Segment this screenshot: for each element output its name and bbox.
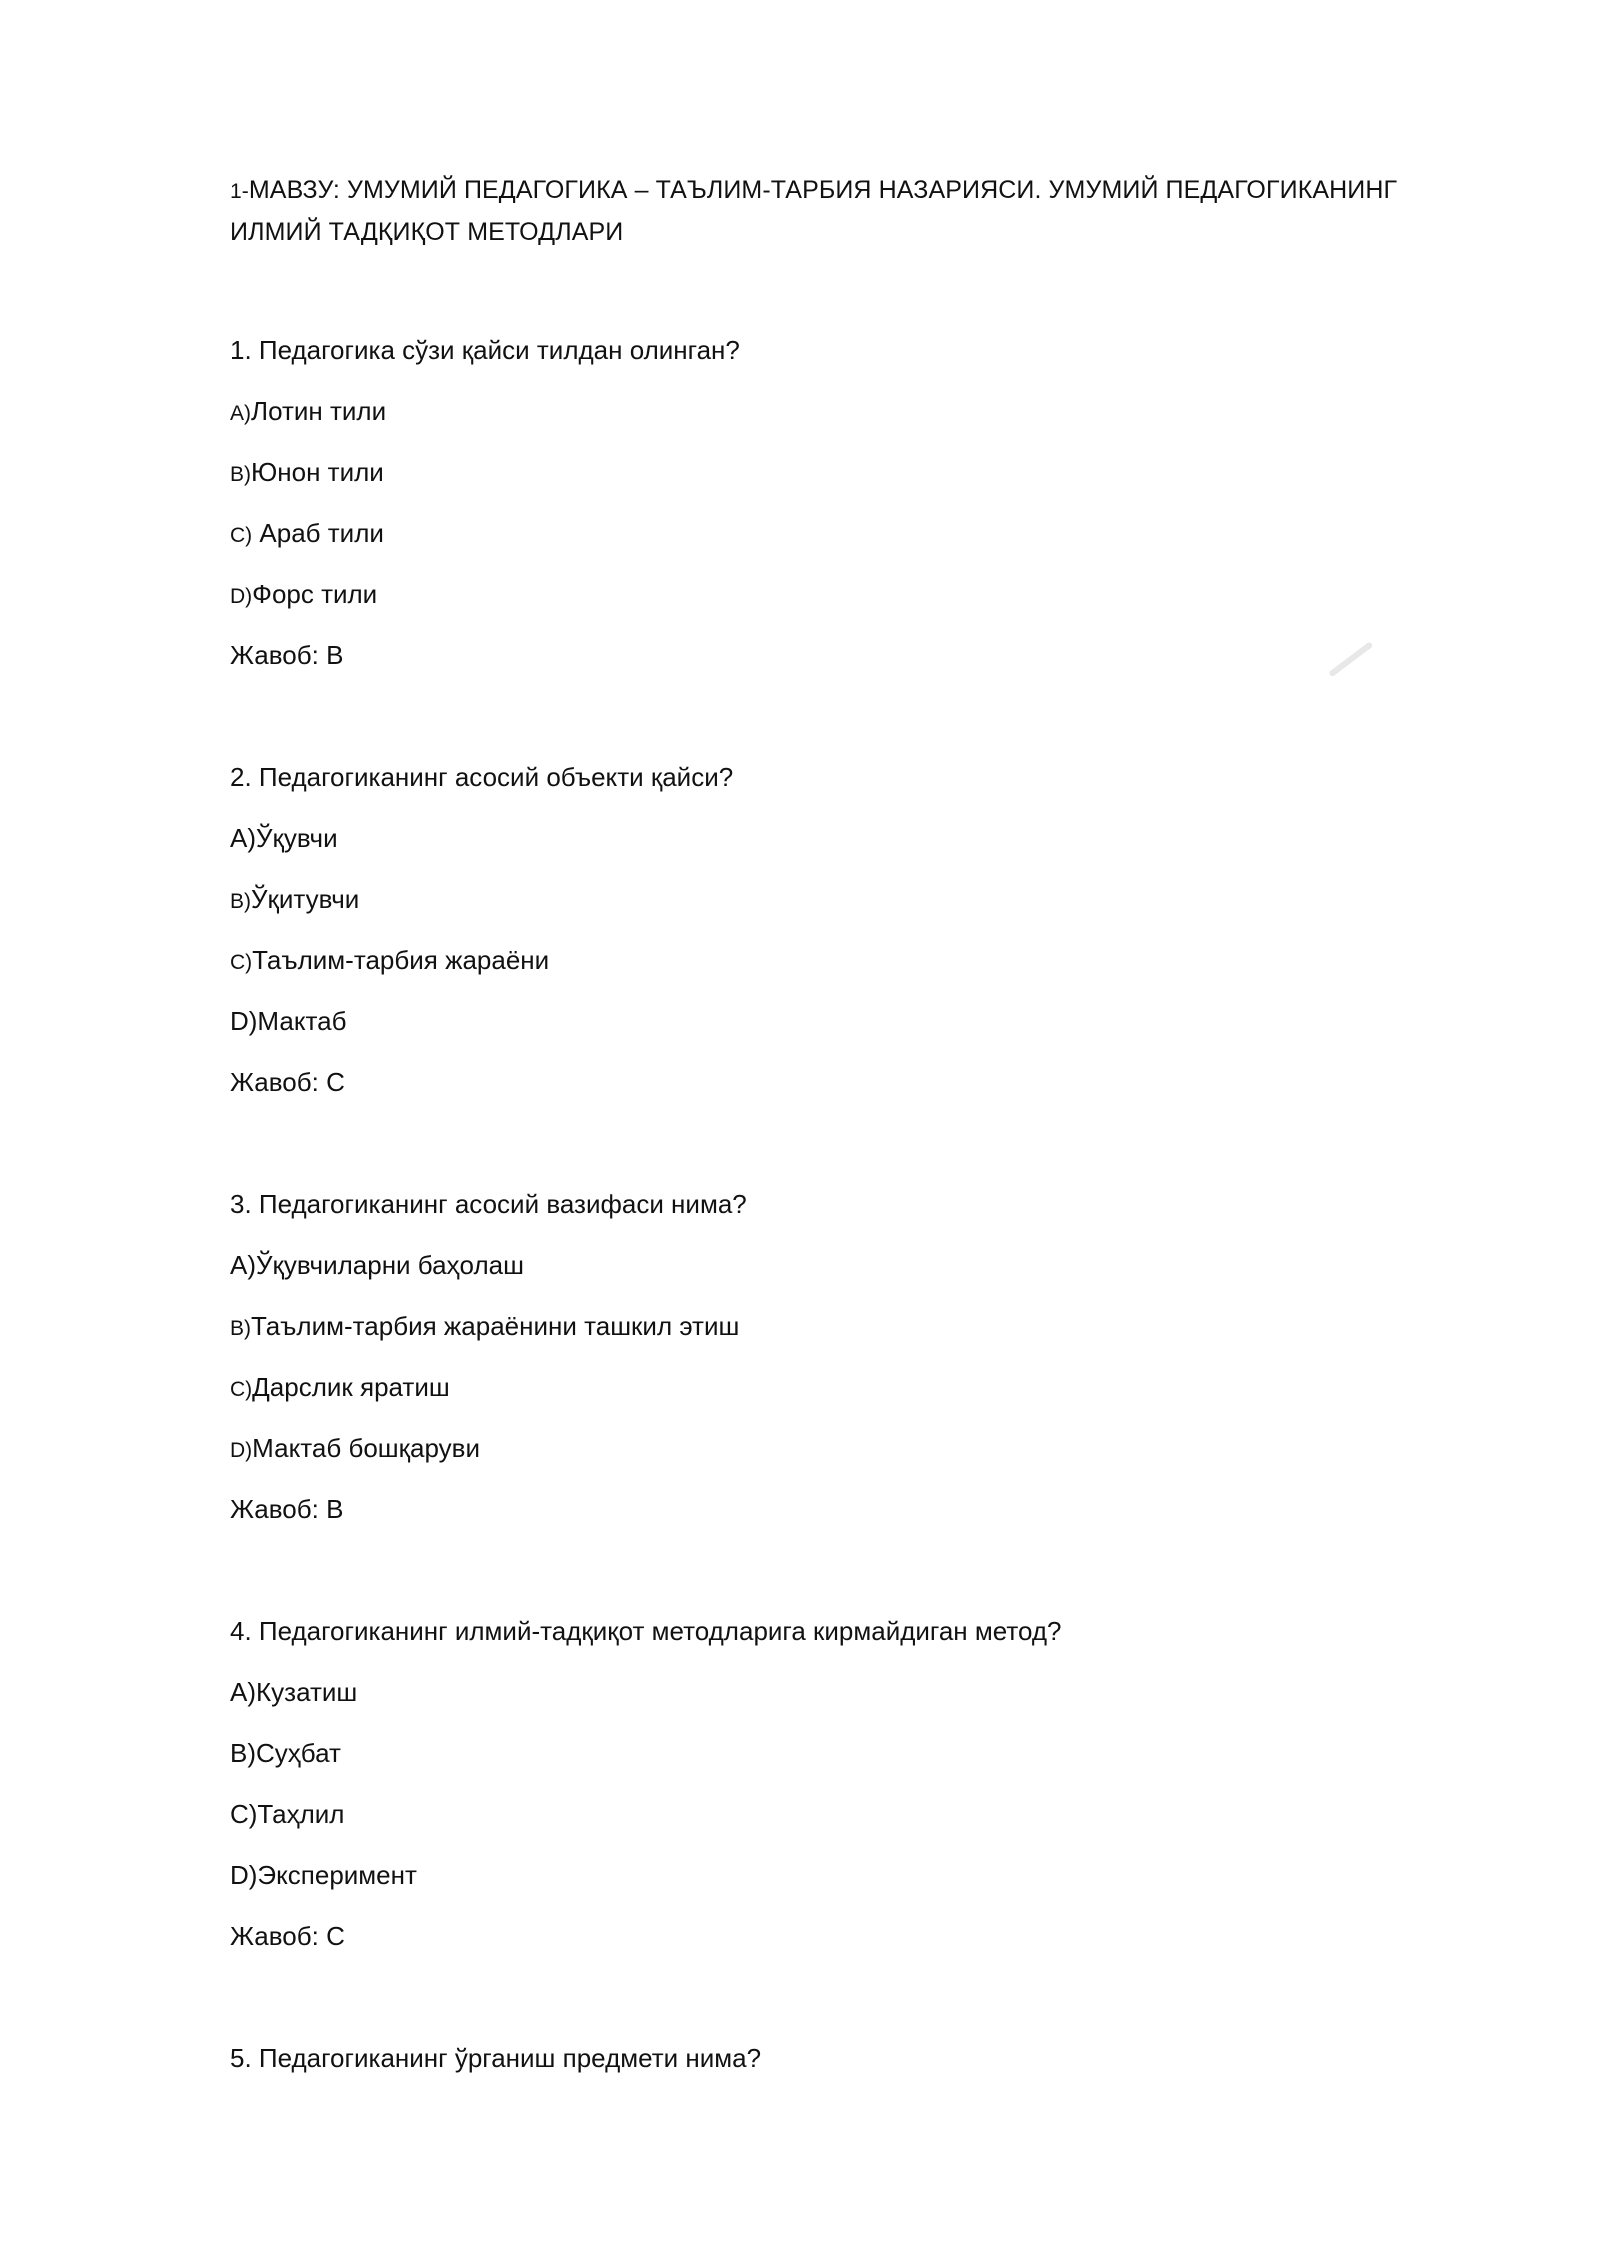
question-3-option-b — [230, 1309, 739, 1346]
question-4-option-a — [230, 1675, 357, 1712]
option-letter: C) — [230, 524, 253, 547]
question-4-option-d — [230, 1858, 417, 1895]
option-letter: C) — [230, 951, 253, 974]
question-3-answer: Жавоб: B — [230, 1494, 344, 1524]
option-letter: D) — [230, 1439, 253, 1462]
question-3-option-c — [230, 1370, 450, 1407]
option-text: Таълим-тарбия жараёнини ташкил этиш — [251, 1311, 740, 1341]
question-2: 2. Педагогиканинг асосий объекти қайси? — [230, 762, 734, 792]
option-letter: D) — [230, 585, 253, 608]
option-letter: B) — [230, 463, 251, 486]
question-2-answer: Жавоб: C — [230, 1067, 345, 1097]
question-1-option-b — [230, 455, 384, 492]
question-1-option-a — [230, 394, 386, 431]
faint-pen-mark — [1328, 641, 1373, 677]
option-text: Таълим-тарбия жараёни — [252, 945, 550, 975]
question-1: 1. Педагогика сўзи қайси тилдан олинган? — [230, 335, 740, 365]
option-letter: B) — [230, 1317, 251, 1340]
question-1-option-d — [230, 577, 377, 614]
topic-title-text: МАВЗУ: УМУМИЙ ПЕДАГОГИКА – ТАЪЛИМ-ТАРБИЯ НАЗАРИЯСИ. УМУМИЙ ПЕДАГОГИКАНИНГ ИЛМИЙ ТАДҚИҚОТ МЕТОДЛАРИ — [230, 176, 1398, 246]
option-letter: A) — [230, 402, 251, 425]
option-letter: C) — [230, 1378, 253, 1401]
question-2-option-b — [230, 882, 359, 919]
question-2-option-d — [230, 1004, 346, 1041]
option-text: A)Кузатиш — [230, 1677, 358, 1707]
option-text: C)Таҳлил — [230, 1799, 345, 1829]
question-4-option-c — [230, 1797, 344, 1834]
question-4: 4. Педагогиканинг илмий-тадқиқот методларига кирмайдиган метод? — [230, 1616, 1062, 1646]
option-text: Лотин тили — [251, 396, 387, 426]
option-text: Форс тили — [252, 579, 378, 609]
option-text: Мактаб бошқаруви — [252, 1433, 480, 1463]
question-3: 3. Педагогиканинг асосий вазифаси нима? — [230, 1189, 747, 1219]
option-text: Юнон тили — [251, 457, 384, 487]
option-text: D)Эксперимент — [230, 1860, 417, 1890]
option-text: B)Суҳбат — [230, 1738, 341, 1768]
question-4-answer: Жавоб: C — [230, 1921, 345, 1951]
topic-number: 1- — [230, 180, 249, 203]
page-title — [230, 170, 1460, 252]
option-text: Ўқитувчи — [251, 884, 360, 914]
option-text: Дарслик яратиш — [252, 1372, 450, 1402]
question-2-option-c — [230, 943, 549, 980]
question-1-answer: Жавоб: B — [230, 640, 344, 670]
question-3-option-d — [230, 1431, 480, 1468]
option-text: A)Ўқувчиларни баҳолаш — [230, 1250, 524, 1280]
option-text: Араб тили — [252, 518, 384, 548]
question-2-option-a — [230, 821, 338, 858]
question-4-option-b — [230, 1736, 341, 1773]
question-3-option-a — [230, 1248, 524, 1285]
option-letter: B) — [230, 890, 251, 913]
option-text: A)Ўқувчи — [230, 823, 338, 853]
option-text: D)Мактаб — [230, 1006, 347, 1036]
question-5: 5. Педагогиканинг ўрганиш предмети нима? — [230, 2043, 762, 2073]
question-1-option-c — [230, 516, 384, 553]
